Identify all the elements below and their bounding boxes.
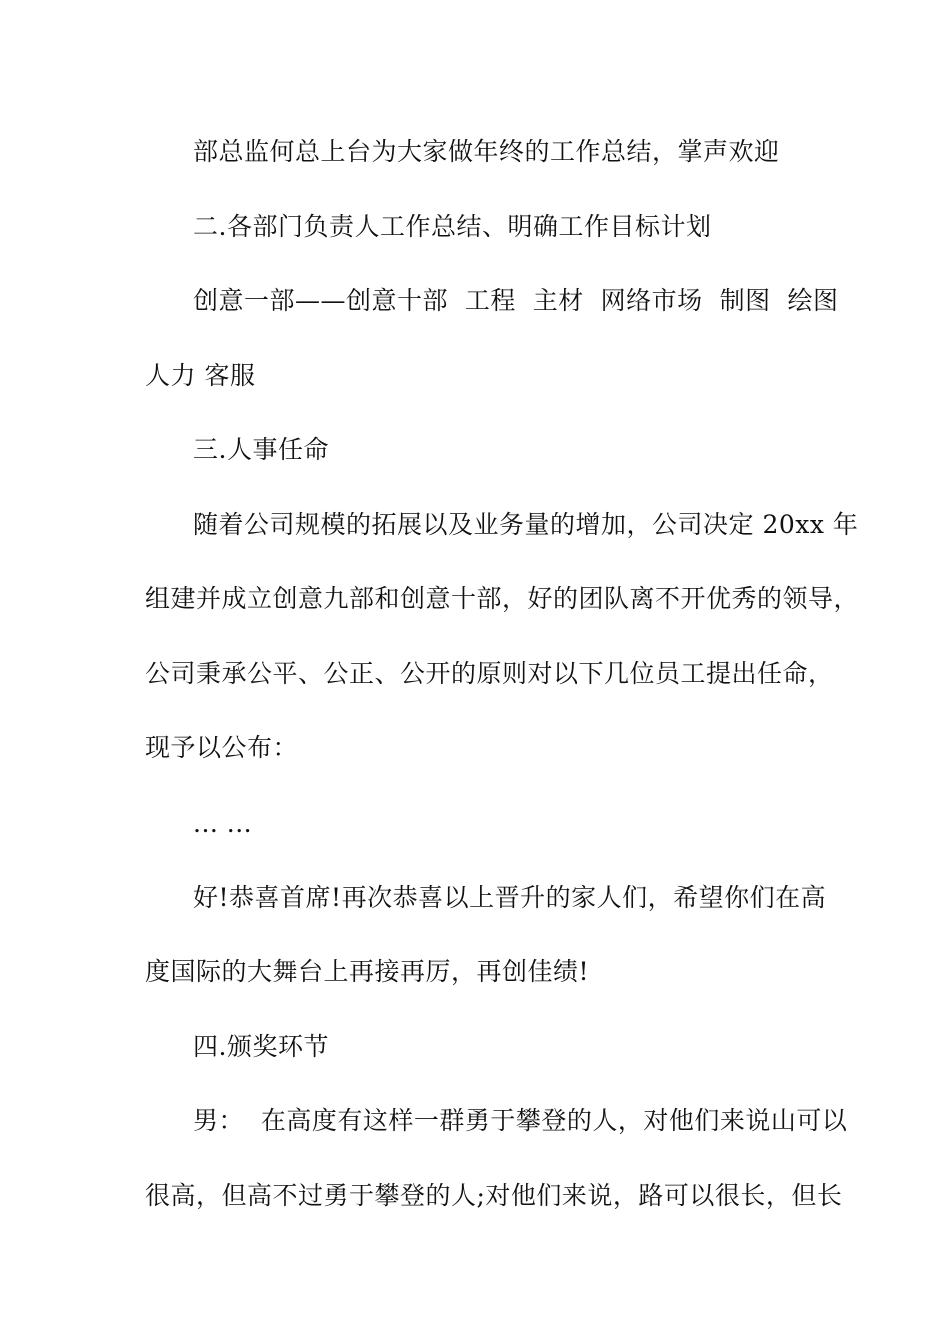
paragraph-line: 男： 在高度有这样一群勇于攀登的人，对他们来说山可以	[193, 1106, 848, 1135]
paragraph-line: 人力 客服	[145, 361, 256, 390]
paragraph-line: 很高，但高不过勇于攀登的人;对他们来说，路可以很长，但长	[145, 1181, 843, 1210]
section-heading: 四.颁奖环节	[193, 1032, 329, 1061]
paragraph-line: 公司秉承公平、公正、公开的原则对以下几位员工提出任命，	[145, 659, 834, 688]
paragraph-line: 部总监何总上台为大家做年终的工作总结，掌声欢迎	[193, 137, 780, 166]
paragraph-line: 组建并成立创意九部和创意十部，好的团队离不开优秀的领导，	[145, 584, 860, 613]
section-heading: 三.人事任命	[193, 435, 329, 464]
paragraph-line: 现予以公布：	[145, 733, 299, 762]
paragraph-line: 随着公司规模的拓展以及业务量的增加，公司决定 20xx 年	[193, 510, 859, 539]
paragraph-line: 创意一部——创意十部 工程 主材 网络市场 制图 绘图	[193, 286, 839, 315]
ellipsis-line: ... ...	[193, 809, 253, 838]
section-heading: 二.各部门负责人工作总结、明确工作目标计划	[193, 212, 712, 241]
paragraph-line: 好!恭喜首席!再次恭喜以上晋升的家人们，希望你们在高	[193, 883, 827, 912]
paragraph-line: 度国际的大舞台上再接再厉，再创佳绩!	[145, 957, 590, 986]
